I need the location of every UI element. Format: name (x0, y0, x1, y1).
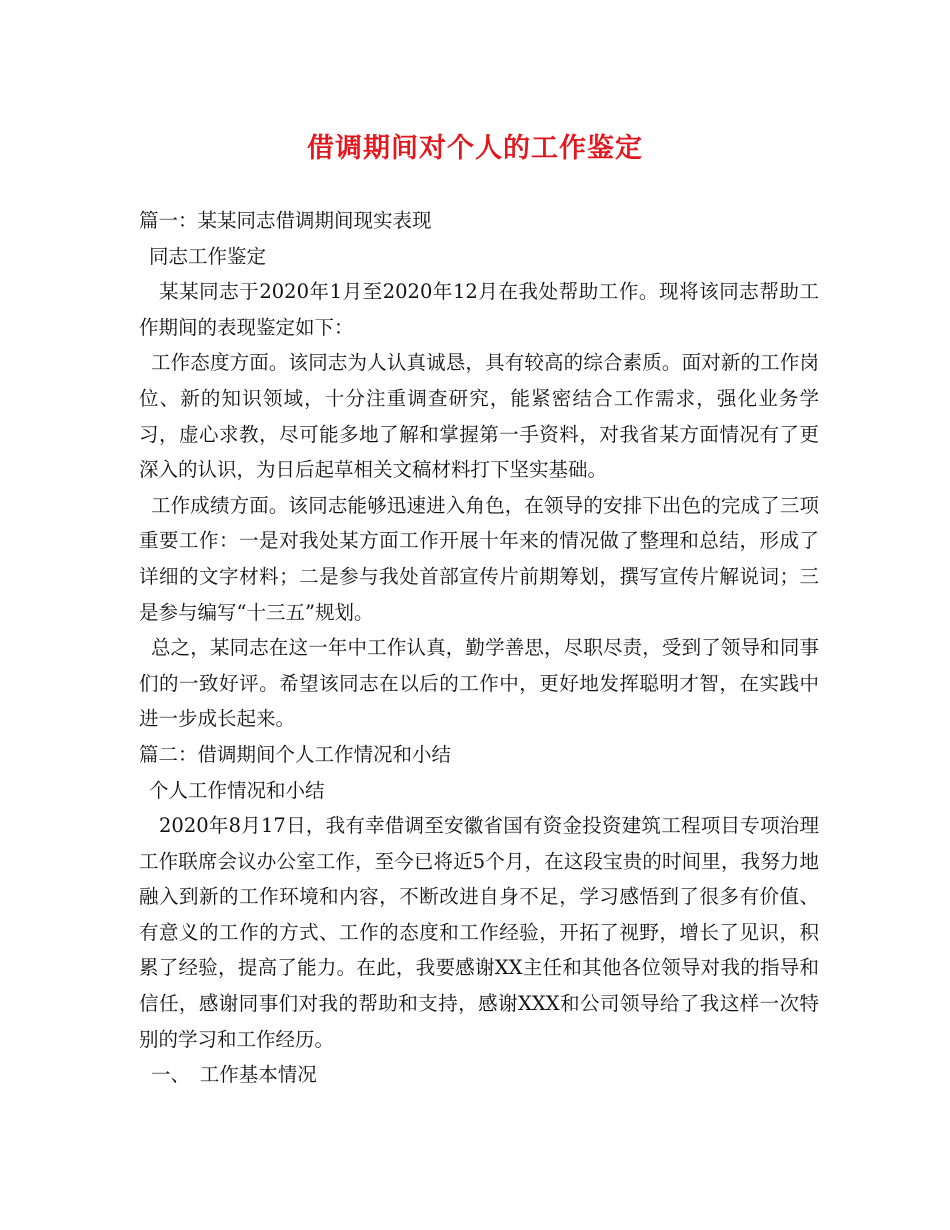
paragraph: 总之，某同志在这一年中工作认真，勤学善思，尽职尽责，受到了领导和同事们的一致好评。希望该同志在以后的工作中，更好地发挥聪明才智，在实践中进一步成长起来。 (139, 636, 819, 731)
paragraph: 2020年8月17日，我有幸借调至安徽省国有资金投资建筑工程项目专项治理工作联席会议办公室工作，至今已将近5个月，在这段宝贵的时间里，我努力地融入到新的工作环境和内容，不断改进自身不足，学习感悟到了很多有价值、有意义的工作的方式、工作的态度和工作经验，开拓了视野，增长了见识，积累了经验，提高了能力。在此，我要感谢XX主任和其他各位领导对我的指导和信任，感谢同事们对我的帮助和支持，感谢XXX和公司领导给了我这样一次特别的学习和工作经历。 (139, 814, 819, 1051)
section-heading: 篇二：借调期间个人工作情况和小结 (139, 742, 452, 766)
subheading: 同志工作鉴定 (149, 244, 267, 268)
section-heading: 篇一：某某同志借调期间现实表现 (139, 209, 432, 232)
subheading: 个人工作情况和小结 (149, 778, 325, 802)
paragraph: 某某同志于2020年1月至2020年12月在我处帮助工作。现将该同志帮助工作期间的表现鉴定如下： (139, 280, 819, 339)
document-title: 借调期间对个人的工作鉴定 (307, 133, 643, 164)
paragraph: 工作态度方面。该同志为人认真诚恳，具有较高的综合素质。面对新的工作岗位、新的知识领域，十分注重调查研究，能紧密结合工作需求，强化业务学习，虚心求教，尽可能多地了解和掌握第一手资料，对我省某方面情况有了更深入的认识，为日后起草相关文稿材料打下坚实基础。 (139, 351, 819, 482)
document-body (139, 203, 819, 1093)
paragraph: 工作成绩方面。该同志能够迅速进入角色，在领导的安排下出色的完成了三项重要工作：一是对我处某方面工作开展十年来的情况做了整理和总结，形成了详细的文字材料；二是参与我处首部宣传片前期筹划，撰写宣传片解说词；三是参与编写“十三五”规划。 (139, 493, 819, 624)
numbered-heading: 一、 工作基本情况 (151, 1063, 317, 1087)
